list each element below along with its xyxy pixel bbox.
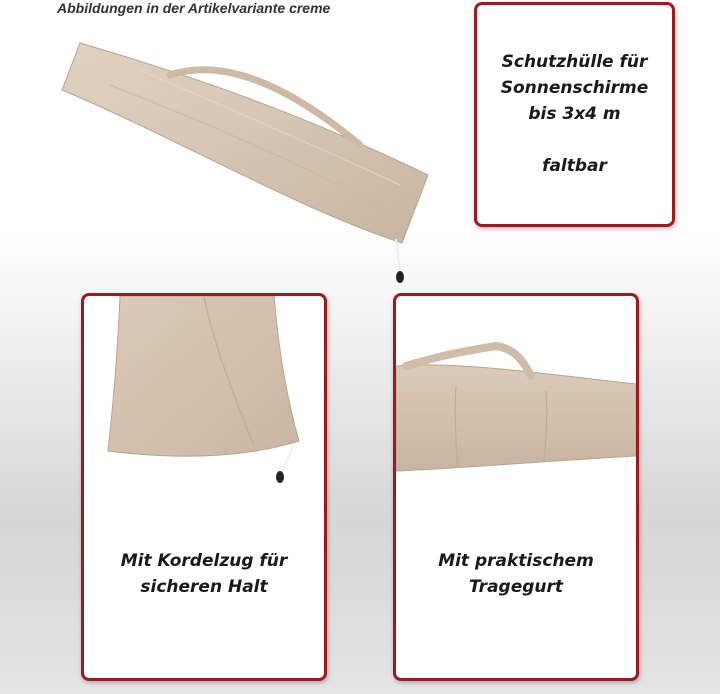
feature-card-main-line: Schutzhülle für [501, 52, 648, 72]
feature-card-drawstring-line: sicheren Halt [140, 577, 268, 597]
feature-card-main-line: bis 3x4 m [528, 104, 621, 124]
feature-card-drawstring-line: Mit Kordelzug für [120, 551, 288, 571]
feature-card-strap-text [396, 548, 636, 600]
feature-card-main [474, 2, 675, 227]
header-caption: Abbildungen in der Artikelvariante creme [57, 0, 331, 16]
drawstring-image [84, 296, 324, 496]
feature-card-strap [393, 293, 639, 681]
feature-card-drawstring-text [84, 548, 324, 600]
feature-card-main-extra: faltbar [542, 156, 607, 176]
feature-card-drawstring [81, 293, 327, 681]
feature-card-main-line: Sonnenschirme [500, 78, 649, 98]
feature-card-strap-line: Mit praktischem [438, 551, 594, 571]
feature-card-main-text [477, 49, 672, 179]
product-image-cover [50, 25, 490, 325]
feature-card-strap-line: Tragegurt [468, 577, 564, 597]
strap-image [396, 296, 636, 496]
